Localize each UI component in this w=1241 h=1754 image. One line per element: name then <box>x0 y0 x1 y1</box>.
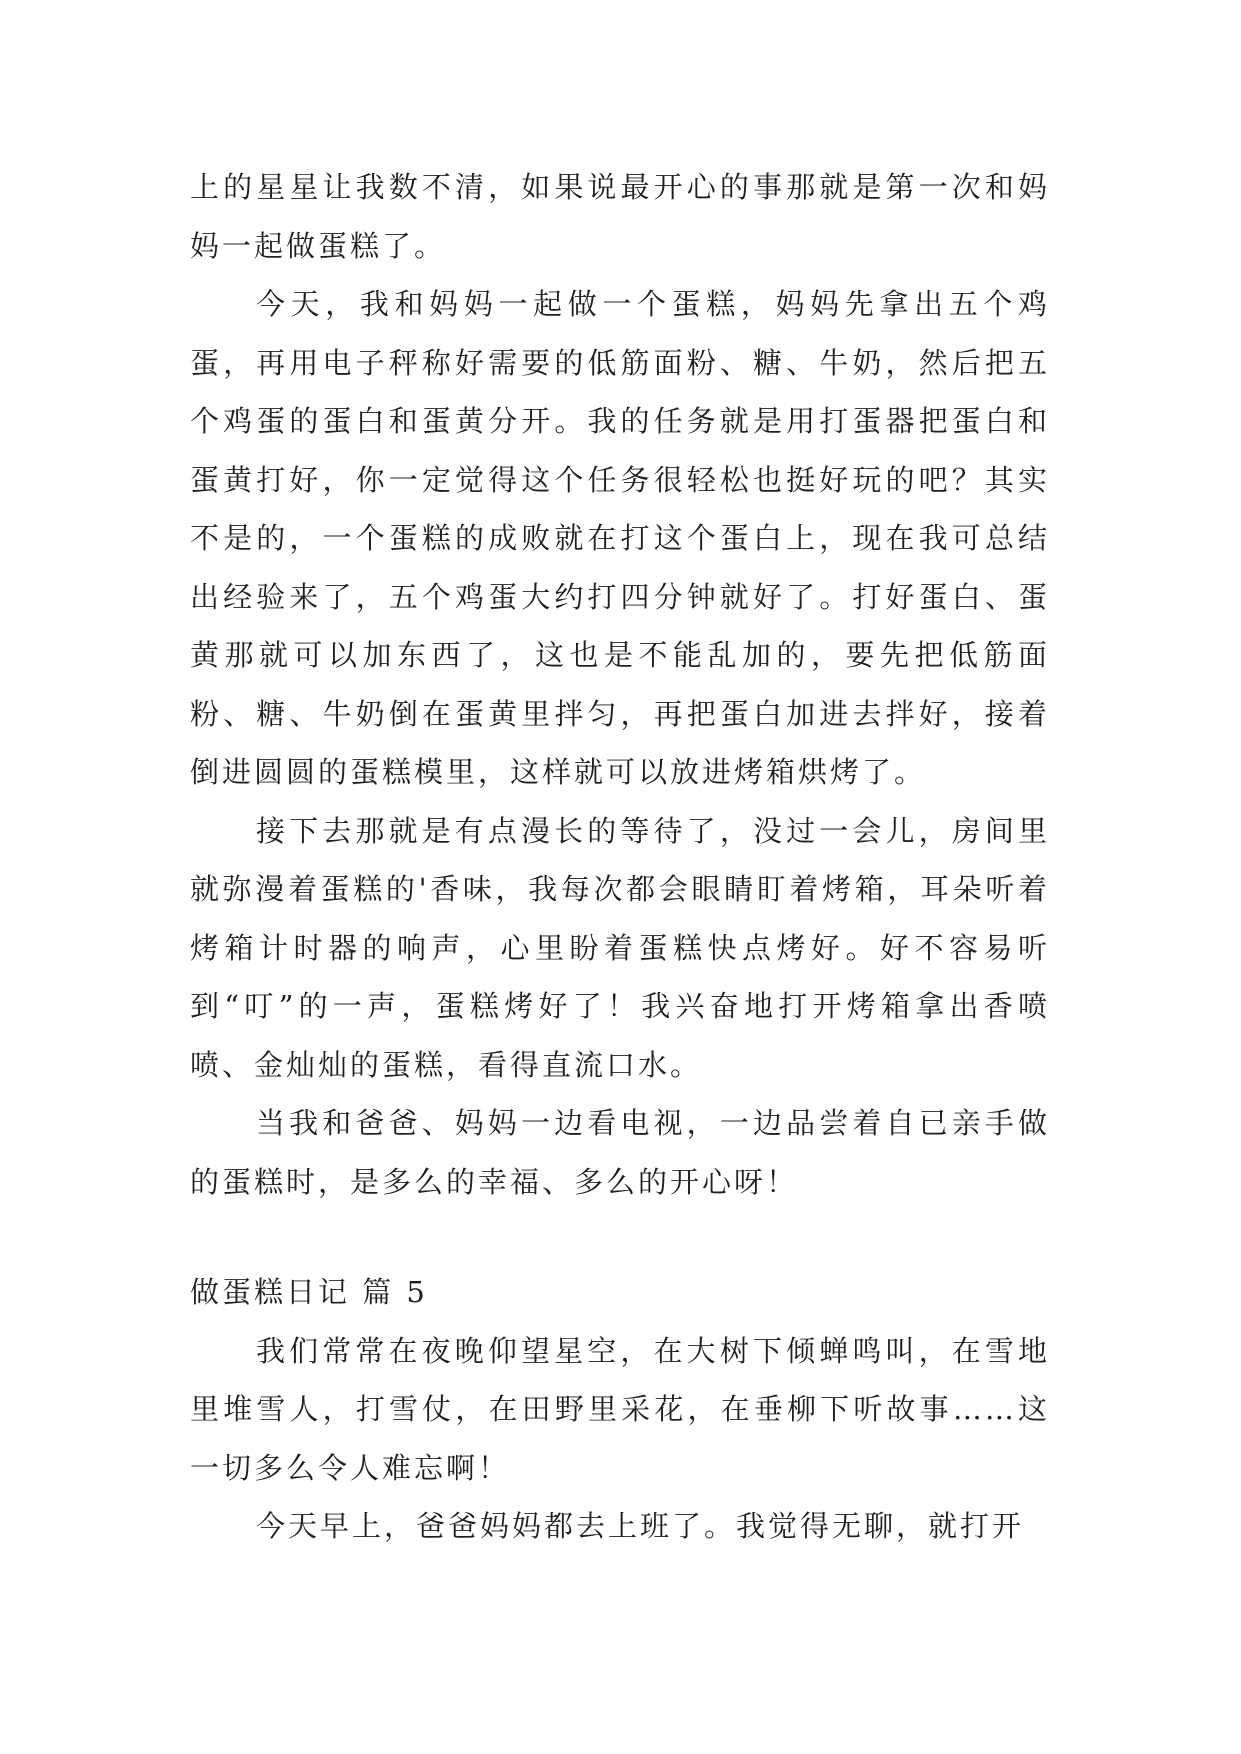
paragraph-happiness: 当我和爸爸、妈妈一边看电视，一边品尝着自已亲手做的蛋糕时，是多么的幸福、多么的开心呀！ <box>190 1106 1050 1199</box>
paragraph-continued: 上的星星让我数不清，如果说最开心的事那就是第一次和妈妈一起做蛋糕了。 <box>190 170 1050 263</box>
section-heading: 做蛋糕日记 篇 5 <box>190 1275 428 1309</box>
document-page <box>190 158 1050 1556</box>
paragraph-this-morning: 今天早上，爸爸妈妈都去上班了。我觉得无聊，就打开 <box>256 1509 1025 1543</box>
paragraph-making-cake: 今天，我和妈妈一起做一个蛋糕，妈妈先拿出五个鸡蛋，再用电子秤称好需要的低筋面粉、糖、牛奶，然后把五个鸡蛋的蛋白和蛋黄分开。我的任务就是用打蛋器把蛋白和蛋黄打好，你一定觉得这个任务很轻松也挺好玩的吧？其实不是的，一个蛋糕的成败就在打这个蛋白上，现在我可总结出经验来了，五个鸡蛋大约打四分钟就好了。打好蛋白、蛋黄那就可以加东西了，这也是不能乱加的，要先把低筋面粉、糖、牛奶倒在蛋黄里拌匀，再把蛋白加进去拌好，接着倒进圆圆的蛋糕模里，这样就可以放进烤箱烘烤了。 <box>190 287 1050 789</box>
paragraph-starry-night: 我们常常在夜晚仰望星空，在大树下倾蝉鸣叫，在雪地里堆雪人，打雪仗，在田野里采花，在垂柳下听故事……这一切多么令人难忘啊！ <box>190 1333 1050 1485</box>
paragraph-waiting: 接下去那就是有点漫长的等待了，没过一会儿，房间里就弥漫着蛋糕的'香味，我每次都会眼睛盯着烤箱，耳朵听着烤箱计时器的响声，心里盼着蛋糕快点烤好。好不容易听到“叮”的一声，蛋糕烤好了！我兴奋地打开烤箱拿出香喷喷、金灿灿的蛋糕，看得直流口水。 <box>190 813 1050 1082</box>
